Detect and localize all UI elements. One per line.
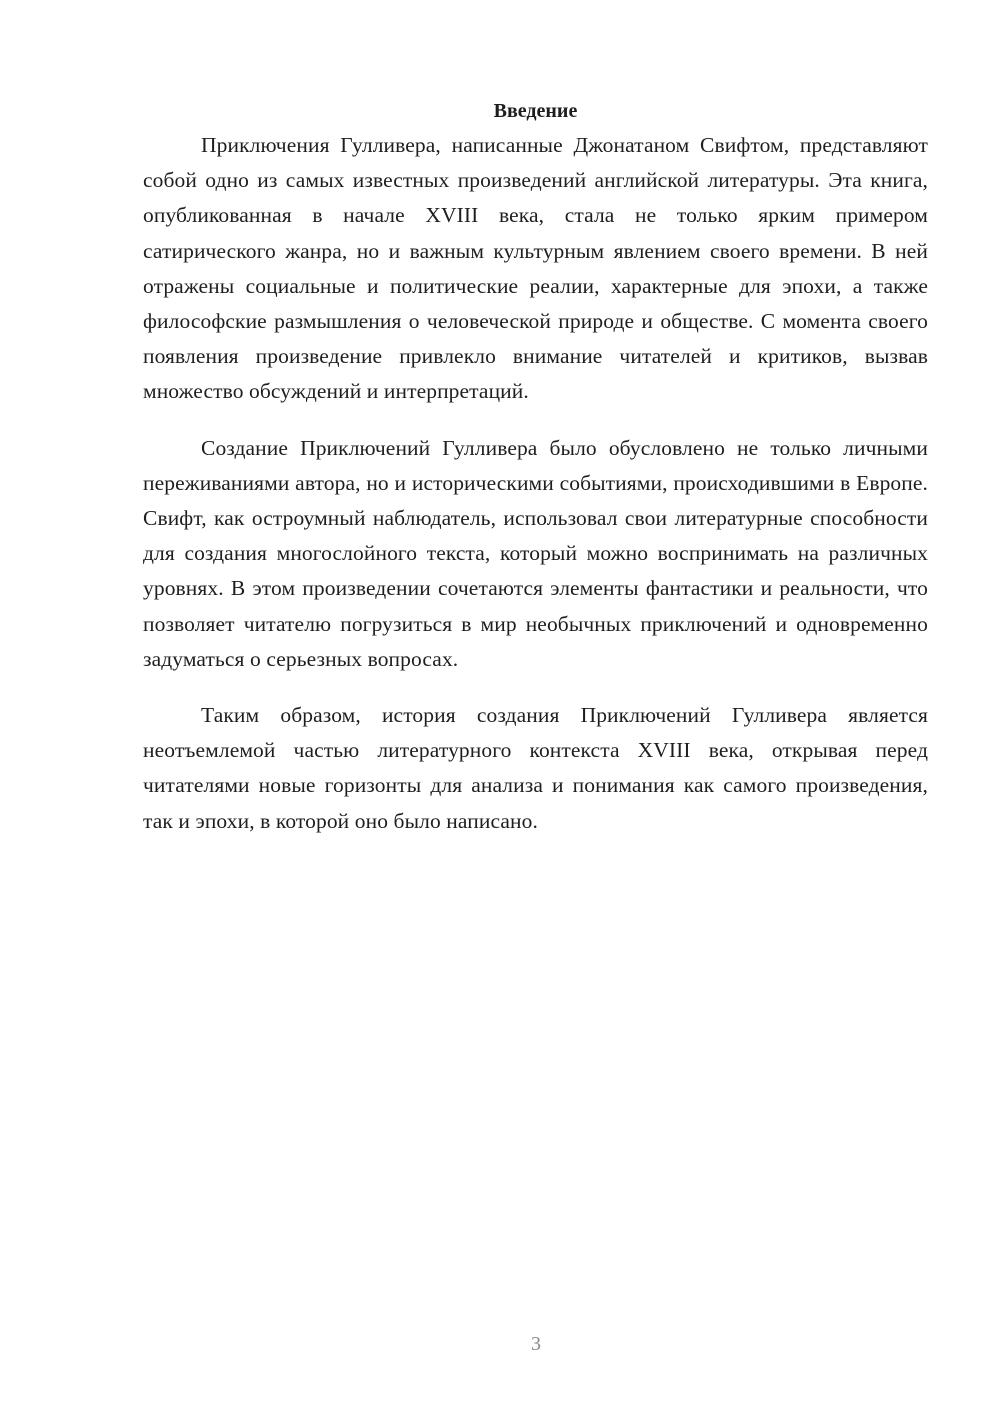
paragraph-2: Создание Приключений Гулливера было обусловлено не только личными переживаниями автора, но и историческими событиями, происходившими в Европе. Свифт, как остроумный наблюдатель, использовал свои литературные способности для создания многослойного текста, который можно воспринимать на различных уровнях. В этом произведении сочетаются элементы фантастики и реальности, что позволяет читателю погрузиться в мир необычных приключений и одновременно задуматься о серьезных вопросах.: [143, 435, 928, 671]
paragraph-1: Приключения Гулливера, написанные Джонатаном Свифтом, представляют собой одно из самых известных произведений английской литературы. Эта книга, опубликованная в начале XVIII века, стала не только ярким примером сатирического жанра, но и важным культурным явлением своего времени. В ней отражены социальные и политические реалии, характерные для эпохи, а также философские размышления о человеческой природе и обществе. С момента своего появления произведение привлекло внимание читателей и критиков, вызвав множество обсуждений и интерпретаций.: [143, 133, 929, 404]
page-content: [143, 96, 928, 860]
page-number: 3: [531, 1333, 541, 1355]
section-title: Введение: [493, 100, 578, 122]
paragraph-3: Таким образом, история создания Приключений Гулливера является неотъемлемой частью литературного контекста XVIII века, открывая перед читателями новые горизонты для анализа и понимания как самого произведения, так и эпохи, в которой оно было написано.: [143, 703, 928, 833]
